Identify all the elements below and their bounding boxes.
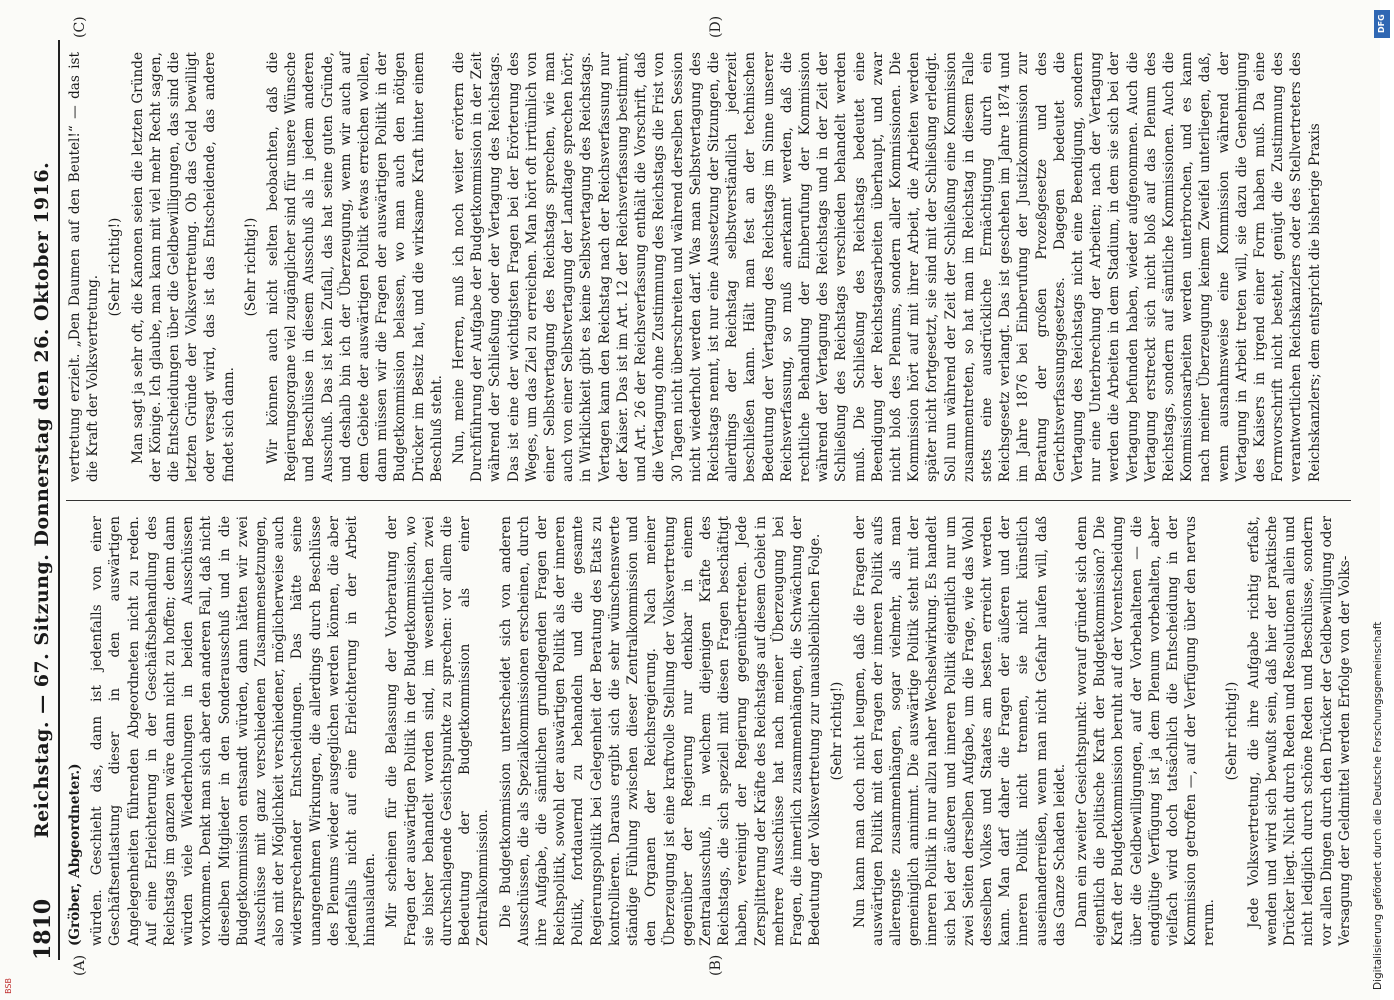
margin-marker-c: (C) [72,16,88,38]
speaker-line: (Gröber, Abgeordneter.) [67,763,83,946]
digitization-credit [1372,10,1390,990]
paragraph: Jede Volksvertretung, die ihre Aufgabe richtig erfaßt, wenden und wird sich bewußt sein, daß hier der praktische Drücker liegt. Nicht durch Reden und Resolutionen allein und nicht lediglich durch schöne Reden und Beschlüsse, sondern vor allen Dingen durch den Drücker der Geldbewilligung oder Versagung der Geldmittel werden Erfolge von der Volks- [1245,516,1353,946]
margin-marker-b: (B) [708,954,724,976]
column-divider [66,500,1351,501]
paragraph: Wir können auch nicht selten beobachten, daß die Regierungsorgane viel zugänglicher sind für unsere Wünsche und Beschlüsse in diesem Ausschuß als in jedem anderen Ausschuß. Das ist kein Zufall, das hat seine guten Gründe, und deshalb bin ich der Überzeugung, wenn wir auch auf dem Gebiete der auswärtigen Politik etwas erreichen wollen, dann müssen wir die Fragen der auswärtigen Politik in der Budgetkommission belassen, wo man auch den nötigen Drücker im Besitz hat, und die wirksame Kraft hinter einem Beschluß steht. [265,52,445,482]
interjection: (Sehr richtig!) [107,217,124,317]
paragraph: Die Budgetkommission unterscheidet sich von anderen Ausschüssen, die als Spezialkommissionen erscheinen, durch ihre Aufgabe, die sämtlichen grundlegenden Fragen der Reichspolitik, sowohl der auswärtigen Politik als der inneren Politik, fortdauernd zu behandeln und die gesamte Regierungspolitik bei Gelegenheit der Beratung des Etats zu kontrollieren. Daraus ergibt sich die sehr wünschenswerte ständige Fühlung zwischen dieser Zentralkommission und den Organen der Reichsregierung. Nach meiner Überzeugung ist eine kraftvolle Stellung der Volksvertretung gegenüber der Regierung nur denkbar in einem Zentralausschuß, in welchem diejenigen Kräfte des Reichstags, die sich speziell mit diesen Fragen beschäftigt haben, vereinigt der Regierung gegenübertreten. Jede Zersplitterung der Kräfte des Reichstags auf diesem Gebiet in mehrere Ausschüsse hat nach meiner Überzeugung bei Fragen, die innerlich zusammenhängen, die Schwächung der Bedeutung der Volksvertretung zur unausbleiblichen Folge. [497,516,824,946]
interjection: (Sehr richtig!) [242,217,259,317]
library-mark: BSB [4,978,13,994]
interjection: (Sehr richtig!) [829,681,846,781]
margin-marker-d: (D) [708,15,724,38]
paragraph: Nun kann man doch nicht leugnen, daß die Fragen der auswärtigen Politik mit den Fragen der inneren Politik aufs allerengste zusammenhängen, sogar vielmehr, als man gemeiniglich annimmt. Die auswärtige Politik steht mit der inneren Politik in nur allzu naher Wechselwirkung. Es handelt sich bei der äußeren und inneren Politik eigentlich nur um zwei Seiten derselben Aufgabe, um die Frage, wie das Wohl desselben Volkes und Staates am besten erreicht werden kann. Man darf daher die Fragen der äußeren und der inneren Politik nicht trennen, sie nicht künstlich auseinanderreißen, wenn man nicht Gefahr laufen will, daß das Ganze Schaden leidet. [851,516,1068,946]
paragraph: vertretung erzielt. „Den Daumen auf den Beutel!“ — das ist die Kraft der Volksvertretung. [67,52,102,482]
right-column [66,52,1351,482]
paragraph: Mir scheinen für die Belassung der Vorberatung der Fragen der auswärtigen Politik in der Budgetkommission, wo sie bisher behandelt worden sind, im wesentlichen zwei durchschlagende Gesichtspunkte zu sprechen: vor allem die Bedeutung der Budgetkommission als einer Zentralkommission. [384,516,492,946]
credit-text: Digitalisierung gefördert durch die Deutsche Forschungsgemeinschaft [1372,621,1384,990]
left-column [66,516,1351,946]
paragraph: Man sagt ja sehr oft, die Kanonen seien die letzten Gründe der Könige. Ich glaube, man kann mit viel mehr Recht sagen, die Entscheidungen über die Geldbewilligungen, das sind die letzten Gründe der Volksvertretung. Ob das Geld bewilligt oder versagt wird, das ist das Entscheidende, das andere findet sich dann. [129,52,237,482]
page-number: 1810 [30,898,56,960]
paragraph: Nun, meine Herren, muß ich noch weiter erörtern die Durchführung der Aufgabe der Budgetkommission in der Zeit während der Schließung oder der Vertagung des Reichstags. Das ist eine der wichtigsten Fragen bei der Erörterung des Weges, um das Ziel zu erreichen. Man hört oft irrtümlich von einer Selbstvertagung des Reichstags sprechen, wie man auch von einer Selbstvertagung der Landtage sprechen hört; in Wirklichkeit gibt es keine Selbstvertagung des Reichstags. Vertagen kann den Reichstag nach der Reichsverfassung nur der Kaiser. Das ist im Art. 12 der Reichsverfassung bestimmt, und Art. 26 der Reichsverfassung enthält die Vorschrift, daß die Vertagung ohne Zustimmung des Reichstags die Frist von 30 Tagen nicht überschreiten und während derselben Session nicht wiederholt werden darf. Was man Selbstvertagung des Reichstags nennt, ist nur eine Aussetzung der Sitzungen, die allerdings der Reichstag selbstverständlich jederzeit beschließen kann. Hält man fest an der technischen Bedeutung der Vertagung des Reichstags im Sinne unserer Reichsverfassung, so muß anerkannt werden, daß die rechtliche Behandlung der Einberufung der Kommission während der Vertagung des Reichstags und in der Zeit der Schließung des Reichstags verschieden behandelt werden muß. Die Schließung des Reichstags bedeutet eine Beendigung der Reichstagsarbeiten überhaupt, und zwar nicht bloß des Plenums, sondern aller Kommissionen. Die Kommission hört auf mit ihrer Arbeit, die Arbeiten werden später nicht fortgesetzt, sie sind mit der Schließung erledigt. Soll nun während der Zeit der Schließung eine Kommission zusammentreten, so hat man im Reichstag in diesem Falle stets eine ausdrückliche Ermächtigung durch ein Reichsgesetz verlangt. Das ist geschehen im Jahre 1874 und im Jahre 1876 bei Einberufung der Justizkommission zur Beratung der großen Prozeßgesetze und des Gerichtsverfassungsgesetzes. Dagegen bedeutet die Vertagung des Reichstags nicht eine Beendigung, sondern nur eine Unterbrechung der Arbeiten; nach der Vertagung werden die Arbeiten in dem Stadium, in dem sie sich bei der Vertagung befunden haben, wieder aufgenommen. Auch die Vertagung erstreckt sich nicht bloß auf das Plenum des Reichstags, sondern auf sämtliche Kommissionen. Auch die Kommissionsarbeiten werden unterbrochen, und es kann nach meiner Überzeugung keinem Zweifel unterliegen, daß, wenn ausnahmsweise eine Kommission während der Vertagung in Arbeit treten will, sie dazu die Genehmigung des Kaisers in irgend einer Form haben muß. Da eine Formvorschrift nicht besteht, genügt die Zustimmung des verantwortlichen Reichskanzlers oder des Stellvertreters des Reichskanzlers; dem entspricht die bisherige Praxis [451,52,1323,482]
interjection: (Sehr richtig!) [1223,681,1240,781]
page-title: Reichstag. — 67. Sitzung. Donnerstag den 26. Oktober 1916. [31,161,53,839]
paragraph: würden. Geschieht das, dann ist jedenfalls von einer Geschäftsentlastung dieser in den auswärtigen Angelegenheiten führenden Abgeordneten nicht zu reden. Auf eine Erleichterung in der Geschäftsbehandlung des Reichstags im ganzen wäre dann nicht zu hoffen; denn dann würden viele Wiederholungen in beiden Ausschüssen vorkommen. Denkt man sich aber den anderen Fall, daß nicht dieselben Mitglieder in den Sonderausschuß und in die Budgetkommission entsandt würden, dann hätten wir zwei Ausschüsse mit ganz verschiedenen Zusammensetzungen, also mit der Möglichkeit verschiedener, möglicherweise auch widersprechender Entscheidungen. Das hätte seine unangenehmen Wirkungen, die allerdings durch Beschlüsse des Plenums wieder ausgeglichen werden können, die aber jedenfalls nicht auf eine Erleichterung in der Arbeit hinauslaufen. [89,516,379,946]
dfg-logo: DFG [1374,10,1390,38]
paragraph: Dann ein zweiter Gesichtspunkt: worauf gründet sich denn eigentlich die politische Kraft der Budgetkommission? Die Kraft der Budgetkommission beruht auf der Vorentscheidung über die Geldbewilligungen, auf der Vorbehaltenen — die endgültige Verfügung ist ja dem Plenum vorbehalten, aber vielfach wird doch tatsächlich die Entscheidung in der Kommission getroffen —, auf der Verfügung über den nervus rerum. [1073,516,1218,946]
margin-marker-a: (A) [72,954,88,976]
page-header [28,40,60,960]
